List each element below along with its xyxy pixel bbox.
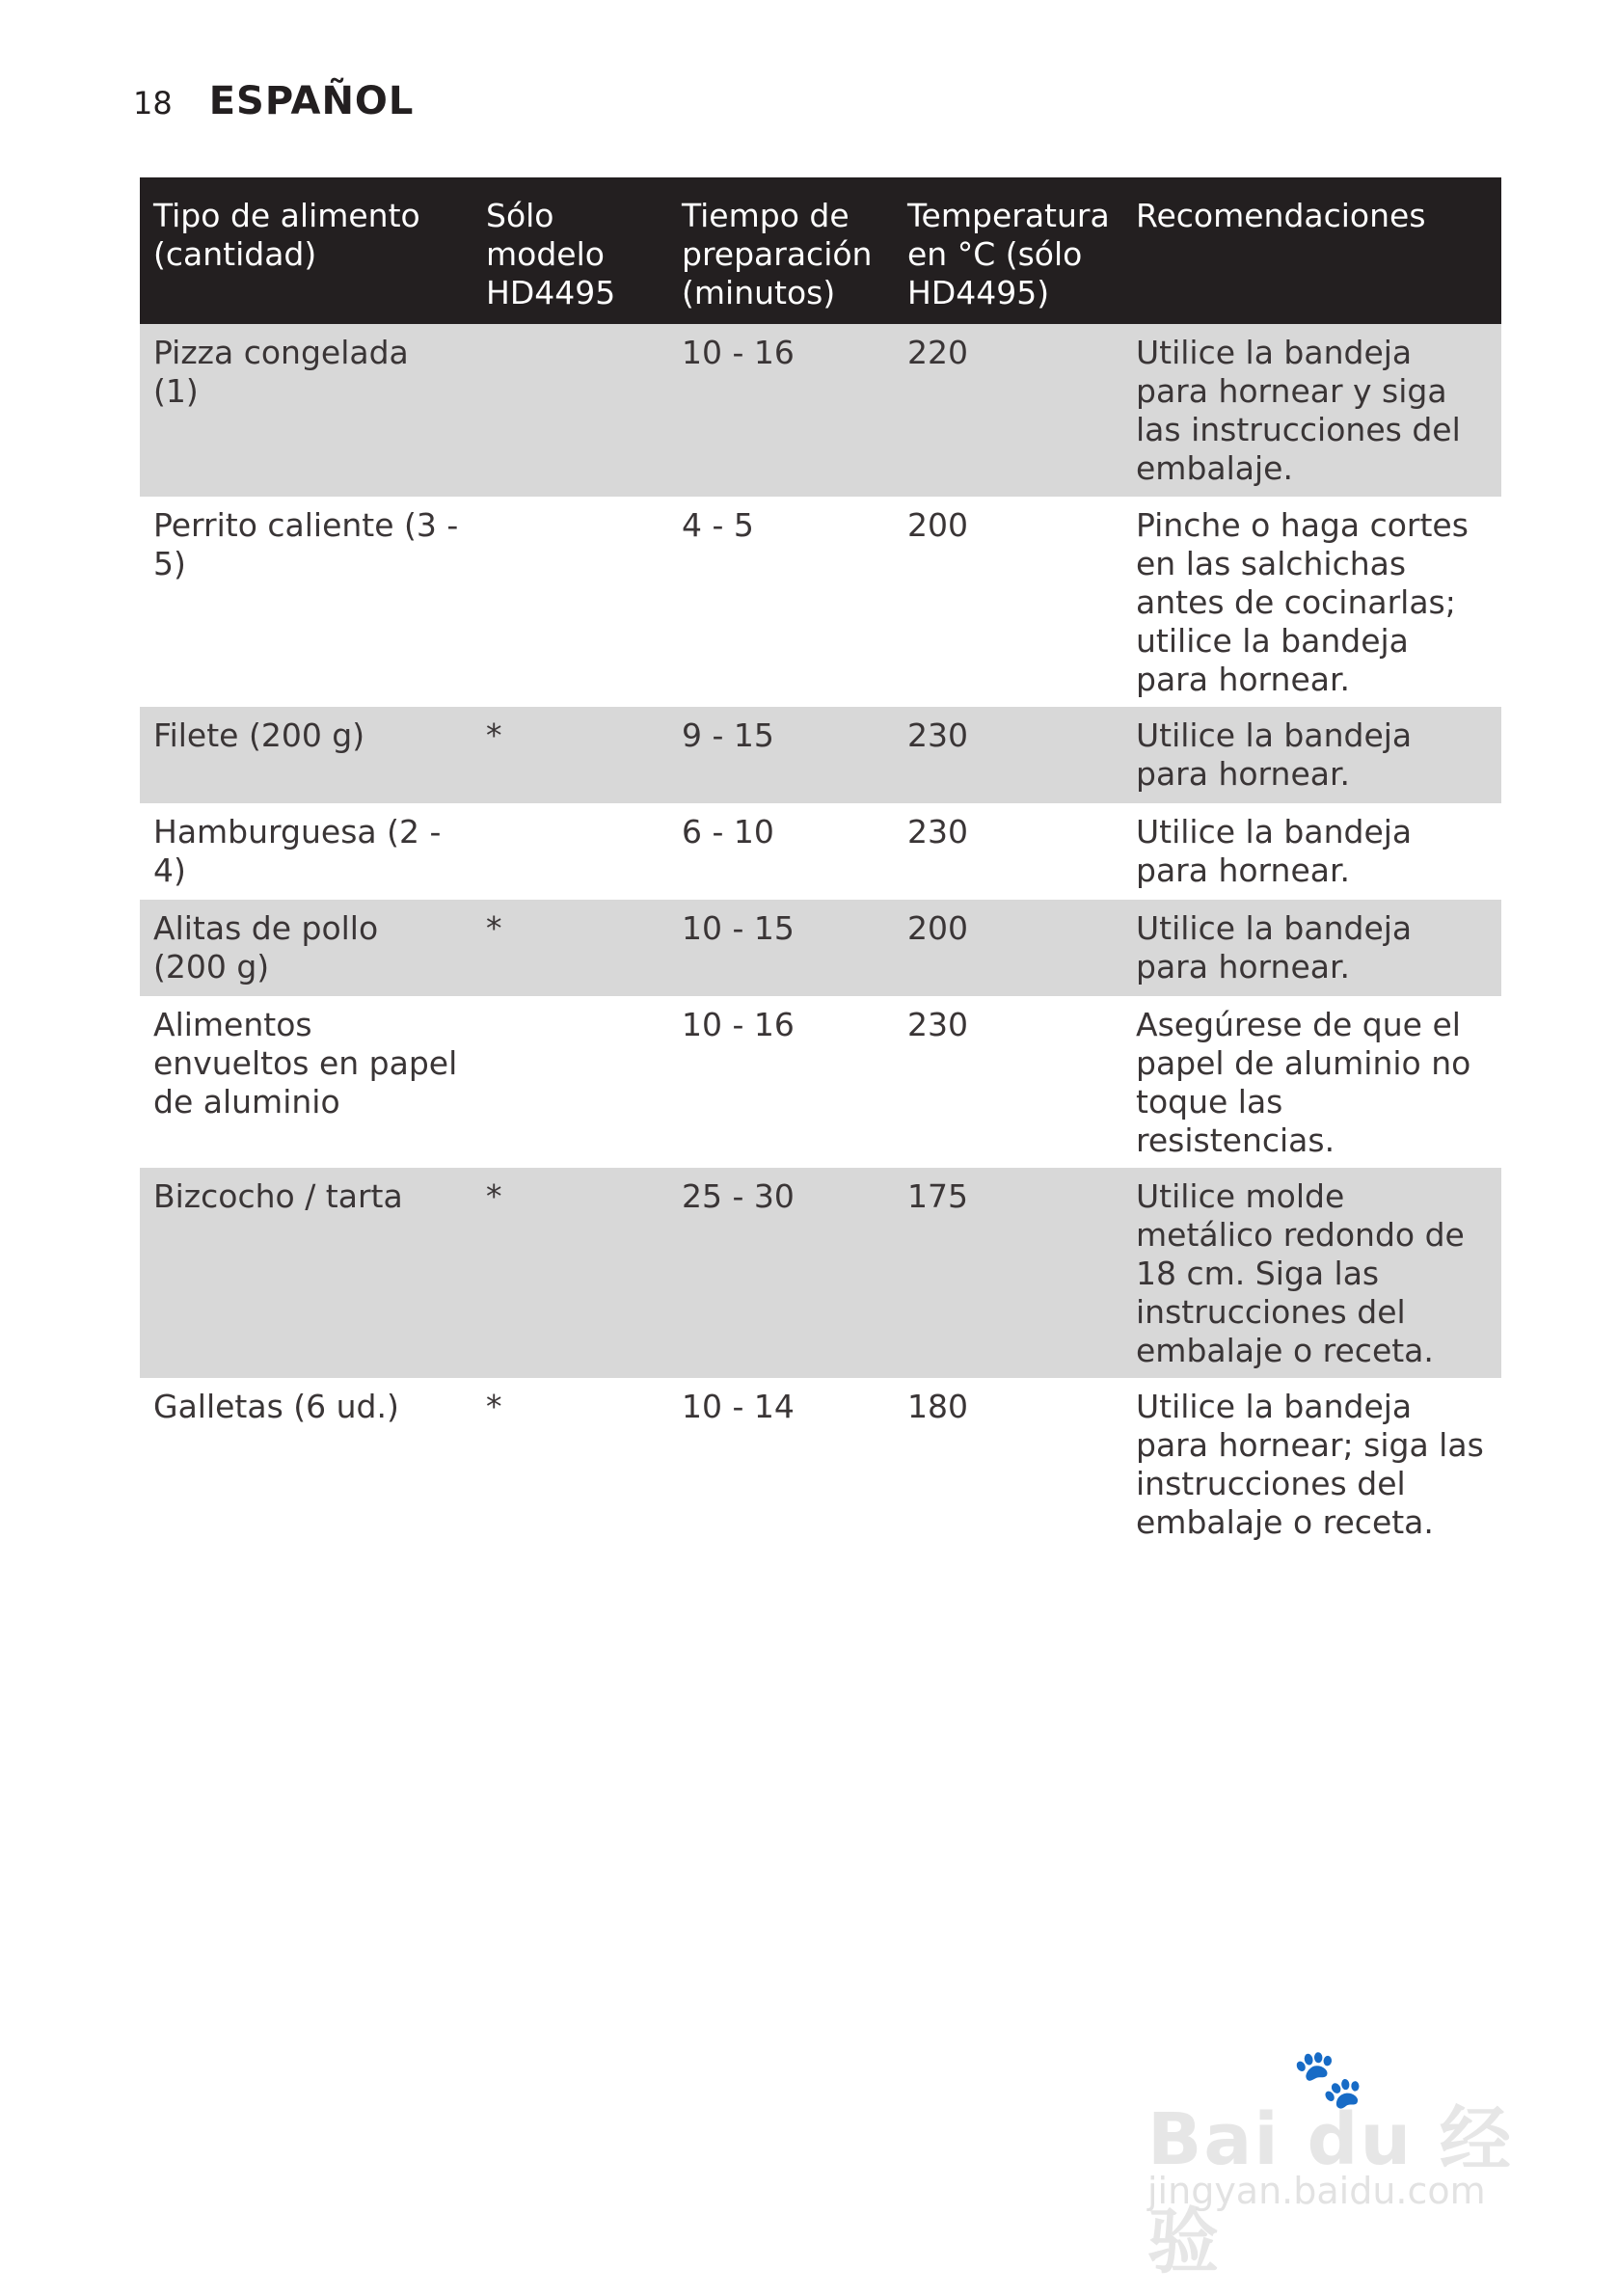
page-header bbox=[133, 79, 414, 123]
cell-prep-time: 10 - 15 bbox=[682, 909, 795, 947]
table-row bbox=[140, 1378, 1501, 1551]
cell-recommendation: Utilice la bandeja para hornear; siga las instrucciones del embalaje o receta. bbox=[1136, 1388, 1484, 1541]
cell-temperature: 175 bbox=[907, 1177, 968, 1215]
cell-prep-time: 9 - 15 bbox=[682, 716, 774, 754]
paw-icon: 🐾 bbox=[1292, 2045, 1364, 2113]
watermark-logo: Bai du 经验 bbox=[1147, 2098, 1513, 2283]
cell-prep-time: 6 - 10 bbox=[682, 813, 774, 851]
cell-prep-time: 10 - 16 bbox=[682, 334, 795, 371]
cell-recommendation: Utilice la bandeja para hornear. bbox=[1136, 909, 1413, 986]
table-row bbox=[140, 803, 1501, 900]
cell-food-type: Galletas (6 ud.) bbox=[153, 1388, 399, 1425]
cell-prep-time: 4 - 5 bbox=[682, 506, 754, 544]
cell-temperature: 180 bbox=[907, 1388, 968, 1425]
cell-recommendation: Utilice la bandeja para hornear y siga las instrucciones del embalaje. bbox=[1136, 334, 1461, 487]
watermark-url: jingyan.baidu.com bbox=[1147, 2170, 1486, 2212]
cooking-table bbox=[140, 177, 1501, 1551]
cell-food-type: Alitas de pollo (200 g) bbox=[153, 909, 379, 986]
table-row bbox=[140, 900, 1501, 996]
cell-model-only bbox=[472, 324, 668, 497]
table-row bbox=[140, 497, 1501, 707]
cell-temperature: 220 bbox=[907, 334, 968, 371]
cell-temperature: 200 bbox=[907, 909, 968, 947]
cell-temperature: 230 bbox=[907, 813, 968, 851]
cell-model-only: * bbox=[486, 909, 502, 947]
table-row bbox=[140, 1168, 1501, 1378]
cell-temperature: 230 bbox=[907, 1006, 968, 1043]
cell-recommendation: Utilice molde metálico redondo de 18 cm. Siga las instrucciones del embalaje o receta. bbox=[1136, 1177, 1465, 1369]
column-header-model-only: Sólo modelo HD4495 bbox=[486, 197, 616, 311]
section-title: ESPAÑOL bbox=[208, 79, 415, 123]
cell-food-type: Perrito caliente (3 - 5) bbox=[153, 506, 459, 582]
cell-food-type: Bizcocho / tarta bbox=[153, 1177, 403, 1215]
watermark bbox=[1147, 2044, 1533, 2283]
table-row bbox=[140, 324, 1501, 497]
page-number: 18 bbox=[133, 85, 173, 122]
cell-recommendation: Utilice la bandeja para hornear. bbox=[1136, 716, 1413, 793]
cell-model-only bbox=[472, 497, 668, 707]
column-header-recommendations: Recomendaciones bbox=[1136, 197, 1426, 234]
cell-prep-time: 10 - 14 bbox=[682, 1388, 795, 1425]
table-row bbox=[140, 707, 1501, 803]
cell-recommendation: Utilice la bandeja para hornear. bbox=[1136, 813, 1413, 889]
cell-food-type: Filete (200 g) bbox=[153, 716, 365, 754]
cell-prep-time: 10 - 16 bbox=[682, 1006, 795, 1043]
column-header-prep-time: Tiempo de preparación (minutos) bbox=[682, 197, 873, 311]
table-header-row bbox=[140, 177, 1501, 324]
cell-prep-time: 25 - 30 bbox=[682, 1177, 795, 1215]
table-row bbox=[140, 996, 1501, 1168]
cell-food-type: Pizza congelada (1) bbox=[153, 334, 409, 410]
cell-model-only bbox=[472, 803, 668, 900]
column-header-food-type: Tipo de alimento (cantidad) bbox=[153, 197, 420, 273]
cell-temperature: 200 bbox=[907, 506, 968, 544]
cell-food-type: Alimentos envueltos en papel de aluminio bbox=[153, 1006, 458, 1121]
cell-recommendation: Pinche o haga cortes en las salchichas antes de cocinarlas; utilice la bandeja para hornear. bbox=[1136, 506, 1469, 698]
cell-model-only: * bbox=[486, 716, 502, 754]
column-header-temperature: Temperatura en °C (sólo HD4495) bbox=[907, 197, 1110, 311]
cell-recommendation: Asegúrese de que el papel de aluminio no toque las resistencias. bbox=[1136, 1006, 1471, 1159]
cell-temperature: 230 bbox=[907, 716, 968, 754]
cell-model-only: * bbox=[486, 1177, 502, 1215]
cell-model-only: * bbox=[486, 1388, 502, 1425]
cell-food-type: Hamburguesa (2 - 4) bbox=[153, 813, 442, 889]
cell-model-only bbox=[472, 996, 668, 1168]
